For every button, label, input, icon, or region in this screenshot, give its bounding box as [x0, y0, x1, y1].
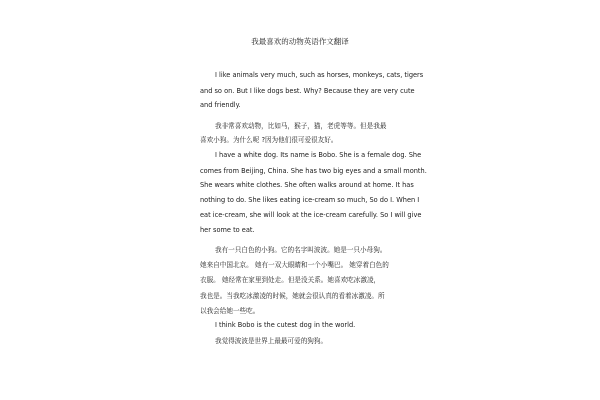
paragraph-2-line-1: 我非常喜欢动物，比如马，猴子，猫，老虎等等。但是我最: [215, 122, 387, 130]
paragraph-1-line-3: and friendly.: [200, 101, 241, 109]
paragraph-1-line-1: I like animals very much, such as horses, monkeys, cats, tigers: [215, 71, 424, 79]
paragraph-6-line-1: 我觉得波波是世界上最最可爱的狗狗。: [215, 337, 328, 345]
paragraph-3-line-4: nothing to do. She likes eating ice-cream so much, So do I. When I: [200, 196, 420, 204]
paragraph-3-line-5: eat ice-cream, she will look at the ice-cream carefully. So I will give: [200, 211, 422, 219]
paragraph-4-line-3: 衣服。 她经常在家里到处走。但是没关系。她喜欢吃冰激凌，: [200, 276, 381, 284]
document-title: 我最喜欢的动物英语作文翻译: [251, 37, 349, 46]
paragraph-4-line-5: 以我会给她一些吃。: [200, 307, 260, 315]
paragraph-3-line-1: I have a white dog. Its name is Bobo. She is a female dog. She: [215, 151, 422, 159]
paragraph-4-line-4: 我也是。当我吃冰激凌的时候，她就会很认真的看着冰激凌。所: [200, 292, 385, 300]
paragraph-3-line-3: She wears white clothes. She often walks around at home. It has: [200, 181, 414, 189]
paragraph-3-line-6: her some to eat.: [200, 226, 255, 234]
paragraph-3-line-2: comes from Beijing, China. She has two big eyes and a small month.: [200, 167, 427, 175]
paragraph-5-line-1: I think Bobo is the cutest dog in the world.: [215, 321, 356, 329]
paragraph-4-line-1: 我有一只白色的小狗。它的名字叫波波。她是一只小母狗。: [215, 246, 387, 254]
paragraph-2-line-2: 喜欢小狗。为什么呢 ?因为他们很可爱很友好。: [200, 136, 338, 144]
paragraph-1-line-2: and so on. But I like dogs best. Why? Because they are very cute: [200, 87, 415, 95]
paragraph-4-line-2: 她来自中国北京。 她有一双大眼睛和一个小嘴巴。 她穿着白色的: [200, 261, 389, 269]
